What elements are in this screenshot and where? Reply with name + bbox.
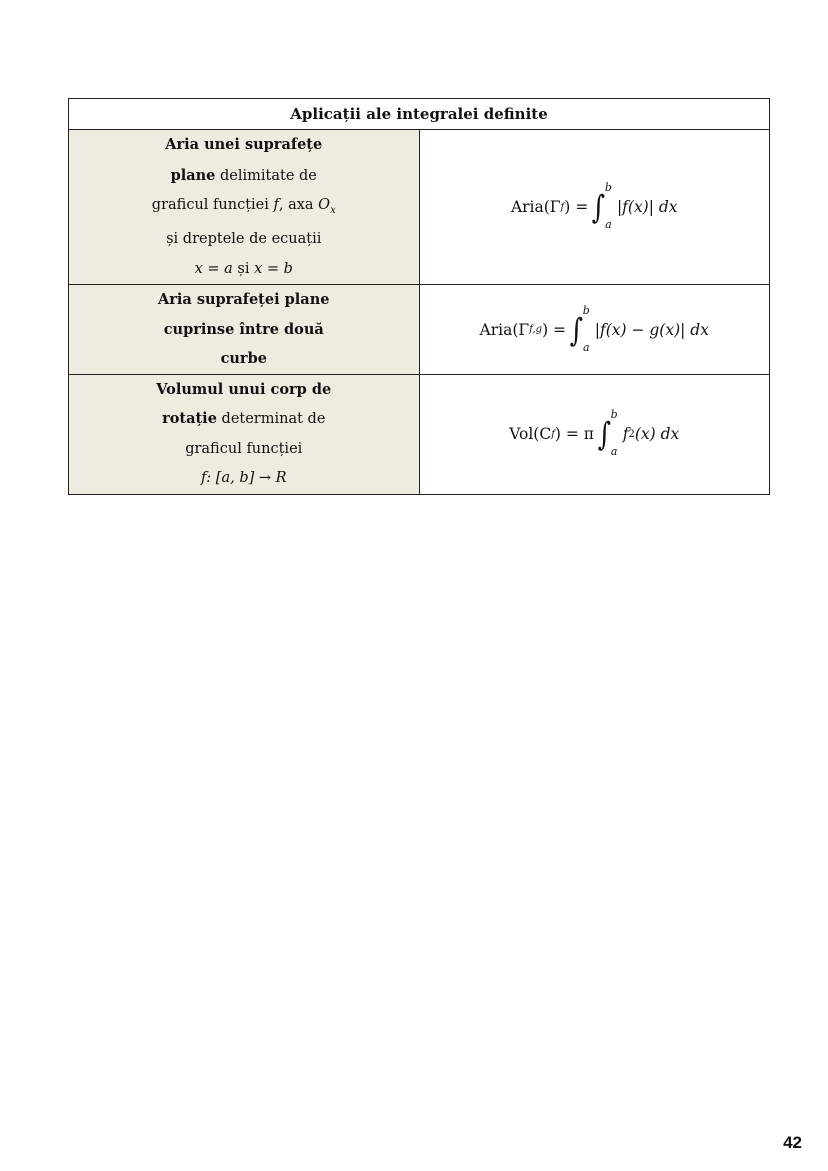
row-label-area-surface (69, 130, 420, 285)
integrand: |f(x) − g(x)| dx (594, 320, 709, 339)
formula-cell (419, 130, 770, 285)
volume-formula (509, 408, 680, 459)
integrand: (x) dx (634, 425, 680, 444)
formula-text: ) = (564, 198, 589, 217)
upper-limit: b (604, 181, 612, 195)
formula-text: Aria(Γ (510, 198, 561, 217)
table-row (69, 130, 770, 285)
table-row (69, 285, 770, 375)
formula-text: Vol(C (509, 425, 552, 444)
label-math: f (273, 197, 279, 213)
label-bold: Aria unei suprafețe (165, 136, 323, 153)
upper-limit: b (610, 408, 618, 422)
formula-sub: f (560, 201, 565, 213)
area-between-formula (479, 303, 709, 354)
row-label-volume (69, 374, 420, 494)
formula-text: ) = π (554, 425, 594, 444)
area-formula (510, 181, 678, 232)
label-text: și dreptele de ecuații (166, 231, 322, 248)
label-text: delimitate de (215, 167, 317, 184)
label-math-sub: x (330, 204, 336, 216)
formula-sub: f,g (529, 324, 543, 336)
integrand: |f(x)| dx (616, 198, 678, 217)
integrand-exponent: 2 (628, 428, 635, 440)
label-bold: Aria suprafeței plane (158, 291, 330, 309)
label-math: O (318, 197, 331, 213)
label-text: , axa (278, 197, 319, 213)
lower-limit: a (582, 340, 590, 354)
row-label-area-between-curves (69, 285, 420, 375)
label-text: determinat de (216, 411, 326, 428)
formula-sub: f (551, 428, 555, 440)
table-header: Aplicații ale integralei definite (69, 99, 770, 130)
formula-cell (419, 374, 770, 494)
integral-applications-table (68, 98, 770, 495)
integral-sign: ∫ b a (597, 408, 618, 459)
label-bold: rotație (162, 410, 217, 428)
lower-limit: a (610, 445, 618, 459)
integral-sign: ∫ b a (569, 303, 590, 354)
formula-cell (419, 285, 770, 375)
label-bold: Volumul unui corp de (156, 380, 332, 398)
label-bold: plane (170, 166, 216, 184)
label-bold: cuprinse între două (163, 320, 324, 338)
lower-limit: a (605, 218, 612, 232)
label-math: x = b (254, 260, 293, 277)
formula-text: ) = (542, 320, 567, 339)
label-math: f: [a, b] → R (200, 470, 287, 487)
label-bold: curbe (220, 350, 267, 368)
label-text: și (232, 260, 255, 277)
page-number: 42 (783, 1133, 802, 1152)
formula-text: Aria(Γ (479, 320, 530, 339)
integrand: f (622, 425, 629, 444)
label-text: graficul funcției (151, 197, 274, 213)
integral-sign: ∫ b a (591, 181, 612, 232)
label-math: x = a (194, 260, 233, 277)
table-row (69, 374, 770, 494)
label-text: graficul funcției (185, 440, 303, 457)
upper-limit: b (582, 303, 590, 317)
